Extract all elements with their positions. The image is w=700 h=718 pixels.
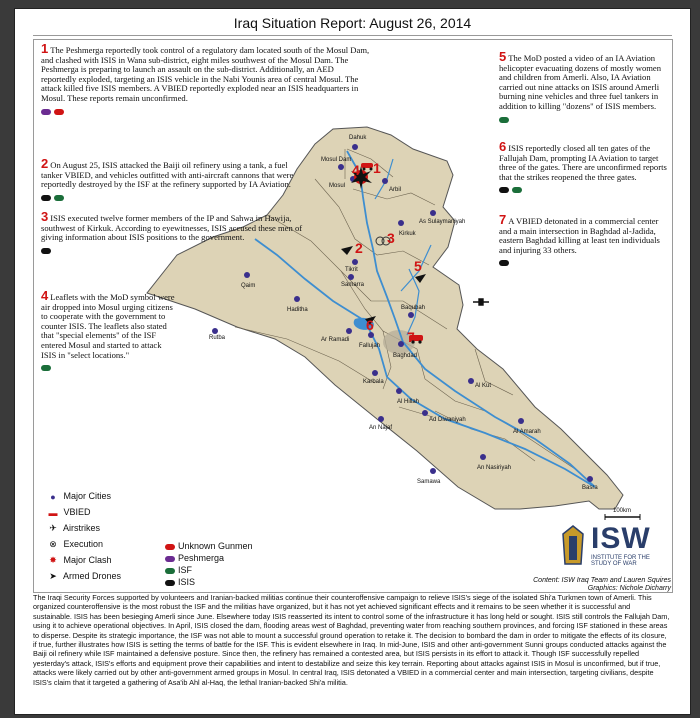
map-label-2: 2 [355, 240, 363, 256]
note-7 [499, 212, 669, 268]
legend-execution: ⊗ Execution [45, 539, 103, 550]
credits-content: Content: ISW Iraq Team and Lauren Squires [533, 577, 671, 584]
city-marker-arbil [382, 178, 388, 184]
city-marker-qaim [244, 272, 250, 278]
legend-peshmerga: Peshmerga [165, 553, 224, 563]
city-label-al-amarah: Al Amarah [513, 429, 541, 435]
note-3 [41, 209, 306, 255]
isf-tag [54, 195, 64, 201]
city-label-ad-diwaniyah: Ad Diwaniyah [429, 417, 466, 423]
city-marker-ad-diwaniyah [422, 410, 428, 416]
city-label-samarra: Samarra [341, 282, 365, 288]
note-7-number: 7 [499, 212, 507, 227]
isw-logo [557, 522, 665, 570]
note-2 [41, 156, 311, 202]
report-title: Iraq Situation Report: August 26, 2014 [233, 15, 472, 31]
isw-logo-text: ISW [591, 522, 651, 555]
clash-icon: ✸ [49, 555, 57, 566]
map-credits [471, 577, 671, 593]
isf-tag [512, 187, 522, 193]
city-marker-baghdad [398, 341, 404, 347]
city-label-baghdad: Baghdad [393, 353, 418, 359]
city-label-an-nasiriyah: An Nasiriyah [477, 465, 512, 471]
legend-isis: ISIS [165, 577, 195, 587]
isis-tag [41, 248, 51, 254]
isw-emblem-icon [557, 522, 589, 568]
note-1-number: 1 [41, 41, 49, 56]
city-marker-as-sulaymaniyah [430, 210, 436, 216]
note-5-tags [499, 115, 669, 125]
note-4-tags [41, 363, 176, 373]
map-label-7: 7 [407, 329, 415, 345]
city-label-al-kut: Al Kut [475, 383, 492, 389]
legend-airstrikes: ✈ Airstrikes [45, 523, 100, 534]
city-marker-an-najaf [378, 416, 384, 422]
map-label-4: 4 [352, 162, 360, 178]
city-label-qaim: Qaim [241, 283, 256, 289]
note-3-number: 3 [41, 209, 49, 224]
note-3-text: ISIS executed twelve former members of the IP and Sahwa in Hawija, southwest of Kirkuk. According to eyewitnesses, ISIS accused these men of giving information about ISIS positions to the government. [41, 213, 303, 243]
city-label-al-hillah: Al Hillah [397, 399, 420, 405]
report-sheet [14, 8, 691, 715]
city-marker-ar-ramadi [346, 328, 352, 334]
city-marker-haditha [294, 296, 300, 302]
city-dot-icon: ● [50, 491, 56, 502]
city-marker-al-kut [468, 378, 474, 384]
city-label-an-najaf: An Najaf [369, 425, 393, 431]
city-marker-baqubah [408, 312, 414, 318]
city-label-mosul: Mosul [329, 183, 346, 189]
note-1-tags [41, 107, 371, 117]
city-label-haditha: Haditha [287, 307, 308, 313]
city-marker-samarra [348, 274, 354, 280]
isf-swatch [165, 568, 175, 574]
city-label-samawa: Samawa [417, 479, 441, 485]
scale-label: 100km [613, 508, 632, 514]
city-label-tikrit: Tikrit [345, 267, 358, 273]
isf-tag [499, 117, 509, 123]
note-6 [499, 139, 669, 195]
note-4-text: Leaflets with the MoD symbol were air dropped into Mosul urging citizens to cooperate with the government to counter ISIS. The leaflets also stated that "special elements" of the ISF entered Mosul and started to attack ISIS in "select locations." [41, 292, 175, 360]
note-5-number: 5 [499, 49, 507, 64]
city-label-ar-ramadi: Ar Ramadi [321, 337, 350, 343]
note-4-number: 4 [41, 288, 49, 303]
note-6-number: 6 [499, 139, 507, 154]
city-label-karbala: Karbala [363, 379, 384, 385]
note-5-text: The MoD posted a video of an IA Aviation helicopter evacuating dozens of mostly women and children from Amerli. Also, IA Aviation carried out nine attacks on ISIS around Amerli burning nine vehicles and three fuel tankers in addition to killing "dozens" of ISIS members. [499, 53, 662, 111]
isis-tag [41, 195, 51, 201]
note-3-tags [41, 246, 306, 256]
isis-swatch [165, 580, 175, 586]
city-label-baqubah: Baqubah [401, 305, 426, 311]
vbied-icon: ▬ [48, 507, 58, 518]
city-marker-karbala [372, 370, 378, 376]
city-marker-basra [587, 476, 593, 482]
isis-tag [499, 260, 509, 266]
city-label-arbil: Arbil [389, 187, 402, 193]
note-1-text: The Peshmerga reportedly took control of a regulatory dam located south of the Mosul Dam, and clashed with ISIS in Wana sub-district, eight miles southwest of the Mosul Dam. The Peshmerga is preparing to launch an assault on the sub-district. Additionally, an AED reportedly exploded, targeting an ISIS vehicle in the Nabi Younis area of central Mosul. The attack killed five ISIS members. A VBIED reportedly exploded near an ISIS headquarters in Mosul. These reports remain unconfirmed. [41, 45, 370, 103]
map-label-6: 6 [366, 317, 374, 333]
isw-logo-tagline: INSTITUTE FOR THE STUDY OF WAR [591, 555, 650, 567]
peshmerga-tag [41, 109, 51, 115]
note-5 [499, 49, 669, 124]
city-marker-kirkuk [398, 220, 404, 226]
city-marker-dahuk [352, 144, 358, 150]
note-2-tags [41, 193, 311, 203]
city-label-kirkuk: Kirkuk [399, 231, 416, 237]
note-6-tags [499, 185, 669, 195]
legend-isf: ISF [165, 565, 192, 575]
city-label-mosul-dam: Mosul Dam [321, 157, 352, 163]
drone-icon [473, 299, 489, 305]
isf-tag [41, 365, 51, 371]
drone-icon: ➤ [49, 571, 57, 582]
airstrike-icon: ✈ [49, 523, 57, 534]
city-marker-al-amarah [518, 418, 524, 424]
city-label-as-sulaymaniyah: As Sulaymaniyah [419, 219, 466, 225]
note-7-tags [499, 258, 669, 268]
city-label-fallujah: Fallujah [359, 343, 381, 349]
note-2-text: On August 25, ISIS attacked the Baiji oil refinery using a tank, a fuel tanker VBIED, and vehicles outfitted with anti-aircraft cannons that were reportedly destroyed by the ISF at the refinery supported by IA Aviation. [41, 160, 294, 190]
note-2-number: 2 [41, 156, 49, 171]
note-4 [41, 288, 176, 373]
map-label-5: 5 [414, 258, 422, 274]
legend-major-cities: ● Major Cities [45, 491, 111, 502]
legend-armed-drones: ➤ Armed Drones [45, 571, 121, 582]
peshmerga-swatch [165, 556, 175, 562]
map-label-1: 1 [373, 160, 381, 176]
scale-bar [605, 508, 640, 520]
map-legend [45, 491, 295, 589]
note-1 [41, 41, 371, 116]
credits-graphics: Graphics: Nichole Dicharry [587, 585, 671, 592]
unknown-gunmen-tag [54, 109, 64, 115]
city-marker-mosul-dam [338, 164, 344, 170]
report-summary: The Iraqi Security Forces supported by volunteers and Iranian-backed militias continue their counteroffensive campaign to relieve ISIS's siege of the isolated Shi'a Turkmen town of Amerli. This organized counteroffensive is the most robust the ISF and the militias have organized, but it has not yet achieved significant effects and it remains to be seen whether it is successful and sustainable. ISIS has been besieging Amerli since June. Elsewhere today ISIS reasserted its intent to control some of the infrastructure it has long held or sought. ISIS still controls the Fallujah Dam, using it to achieve operational objectives. In April, ISIS closed the dam, flooding areas west of Baghdad, preventing water from reaching southern provinces, and forcing ISF stationed in these areas to disperse. Despite its strategic importance, the ISF was not able to mount a successful ground operation to retake it. The decision to bombard the dam in order to mitigate the effects of its closure, if true, further illustrates how ISIS is setting the terms of battle for the ISF. This is evident elsewhere in Iraq. In mid-June, ISIS and other anti-government Sunni groups conducted attacks against the Baiji oil refinery while ISF maintained a defensive posture. Since then, the refinery has remained a contested area, but ISIS persists in its effort to attack it. Though ISF successfully repelled yesterday's attack, ISIS's efforts and equipment prove their capabilities and intent to destabilize and seize this key terrain. Reporting about attacks against ISIS in Mosul is unconfirmed, but if true, attacks were likely carried out by other anti-government armed groups in Mosul. In central Iraq, ISIS detonated a VBIED in a commercial center and main intersection, targeting civilians, despite ISIS's claim that it targeted a gathering of Asa'ib Ahl al-Haq, the lethal Iranian-backed Shi'a militia. [33, 593, 670, 687]
isis-tag [499, 187, 509, 193]
unknown-gunmen-swatch [165, 544, 175, 550]
city-marker-al-hillah [396, 388, 402, 394]
execution-icon: ⊗ [49, 539, 57, 550]
map-label-3: 3 [387, 230, 395, 246]
city-label-dahuk: Dahuk [349, 135, 367, 141]
legend-vbied: ▬ VBIED [45, 507, 91, 518]
city-label-rutba: Rutba [209, 335, 226, 341]
legend-unknown-gunmen: Unknown Gunmen [165, 541, 253, 551]
city-marker-rutba [212, 328, 218, 334]
city-marker-an-nasiriyah [480, 454, 486, 460]
city-marker-tikrit [352, 259, 358, 265]
city-label-basra: Basra [582, 485, 598, 491]
note-7-text: A VBIED detonated in a commercial center and a main intersection in Baghdad al-Jadida, eastern Baghdad killing at least ten individuals and injuring 33 others. [499, 216, 660, 255]
city-marker-samawa [430, 468, 436, 474]
note-6-text: ISIS reportedly closed all ten gates of the Fallujah Dam, prompting IA Aviation to target three of the gates. There are unconfirmed reports that the strikes reopened the three gates. [499, 143, 667, 182]
legend-major-clash: ✸ Major Clash [45, 555, 112, 566]
